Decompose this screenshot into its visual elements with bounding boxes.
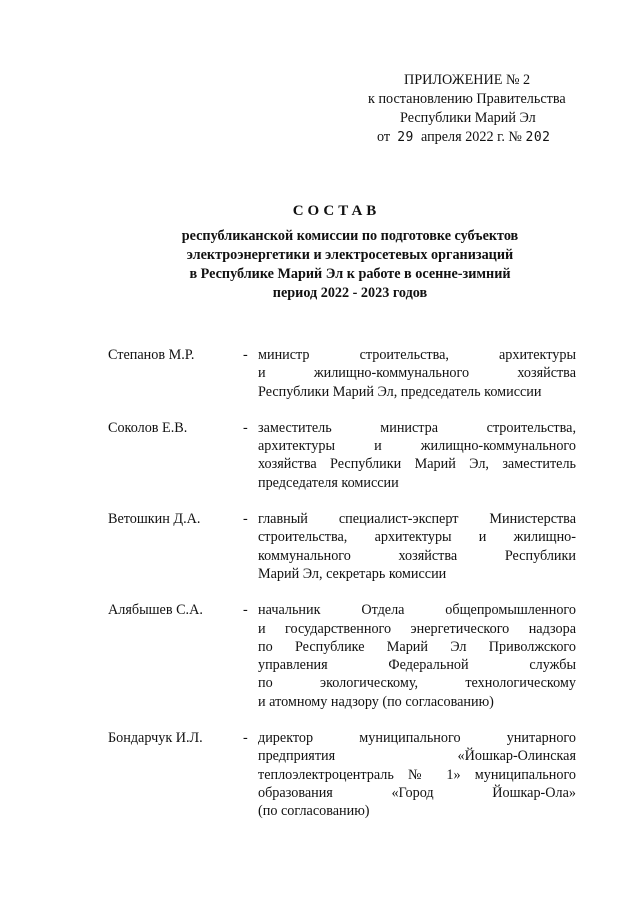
position-line: образования «Город Йошкар-Ола» <box>258 784 576 801</box>
position-line: архитектуры и жилищно-коммунального <box>258 438 576 455</box>
position-line: директор муниципального унитарного <box>258 730 576 747</box>
member-position <box>258 346 576 401</box>
subtitle-line: республиканской комиссии по подготовке субъектов <box>181 228 519 244</box>
member-dash: - <box>243 511 248 528</box>
date-day: 29 <box>397 130 414 145</box>
position-line: коммунального хозяйства Республики <box>258 547 576 564</box>
subtitle-line: в Республике Марий Эл к работе в осенне-зимний <box>189 266 511 282</box>
document-subtitle <box>150 227 550 303</box>
member-name: Ветошкин Д.А. <box>108 511 201 528</box>
member-position <box>258 510 576 583</box>
position-line: министр строительства, архитектуры <box>258 347 576 363</box>
position-line: по Республике Марий Эл Приволжского <box>258 638 576 655</box>
position-line: предприятия «Йошкар-Олинская <box>258 748 576 765</box>
position-line: председателя комиссии <box>258 474 399 491</box>
member-position <box>258 601 576 711</box>
position-line: Марий Эл, секретарь комиссии <box>258 565 447 582</box>
member-position <box>258 419 576 492</box>
document-title: СОСТАВ <box>292 203 381 219</box>
position-line: строительства, архитектуры и жилищно- <box>258 529 576 546</box>
member-item <box>108 510 578 583</box>
date-middle: апреля 2022 г. № <box>420 129 522 145</box>
position-line: заместитель министра строительства, <box>258 419 576 436</box>
position-line: теплоэлектроцентраль № 1» муниципального <box>258 766 576 783</box>
appendix-line-3: Республики Марий Эл <box>400 110 536 126</box>
member-item <box>108 729 578 820</box>
position-line: и атомному надзору (по согласованию) <box>258 693 494 710</box>
appendix-line-2: к постановлению Правительства <box>368 91 566 107</box>
member-name: Алябышев С.А. <box>108 602 203 619</box>
member-dash: - <box>243 347 248 363</box>
position-line: и государственного энергетического надзора <box>258 620 576 637</box>
member-item <box>108 419 578 492</box>
position-line: управления Федеральной службы <box>258 657 576 674</box>
position-line: и жилищно-коммунального хозяйства <box>258 365 576 382</box>
date-prefix: от <box>377 129 391 145</box>
position-line: по экологическому, технологическому <box>258 675 576 692</box>
appendix-header <box>360 71 590 147</box>
member-dash: - <box>243 730 248 747</box>
member-item <box>108 346 578 401</box>
subtitle-line: период 2022 - 2023 годов <box>272 285 428 301</box>
position-line: начальник Отдела общепромышленного <box>258 602 576 619</box>
member-item <box>108 601 578 711</box>
position-line: главный специалист-эксперт Министерства <box>258 511 576 528</box>
member-dash: - <box>243 419 248 436</box>
member-name: Соколов Е.В. <box>108 419 188 436</box>
commission-members-list <box>108 346 578 839</box>
member-name: Степанов М.Р. <box>108 347 195 363</box>
position-line: (по согласованию) <box>258 803 370 820</box>
appendix-line-1: ПРИЛОЖЕНИЕ № 2 <box>404 72 531 88</box>
member-position <box>258 729 576 820</box>
position-line: хозяйства Республики Марий Эл, заместитель <box>258 456 576 473</box>
decree-number: 202 <box>525 130 551 145</box>
member-dash: - <box>243 602 248 619</box>
appendix-date-line <box>360 128 590 147</box>
subtitle-line: электроэнергетики и электросетевых организаций <box>186 247 514 263</box>
member-name: Бондарчук И.Л. <box>108 730 203 747</box>
position-line: Республики Марий Эл, председатель комиссии <box>258 383 542 400</box>
